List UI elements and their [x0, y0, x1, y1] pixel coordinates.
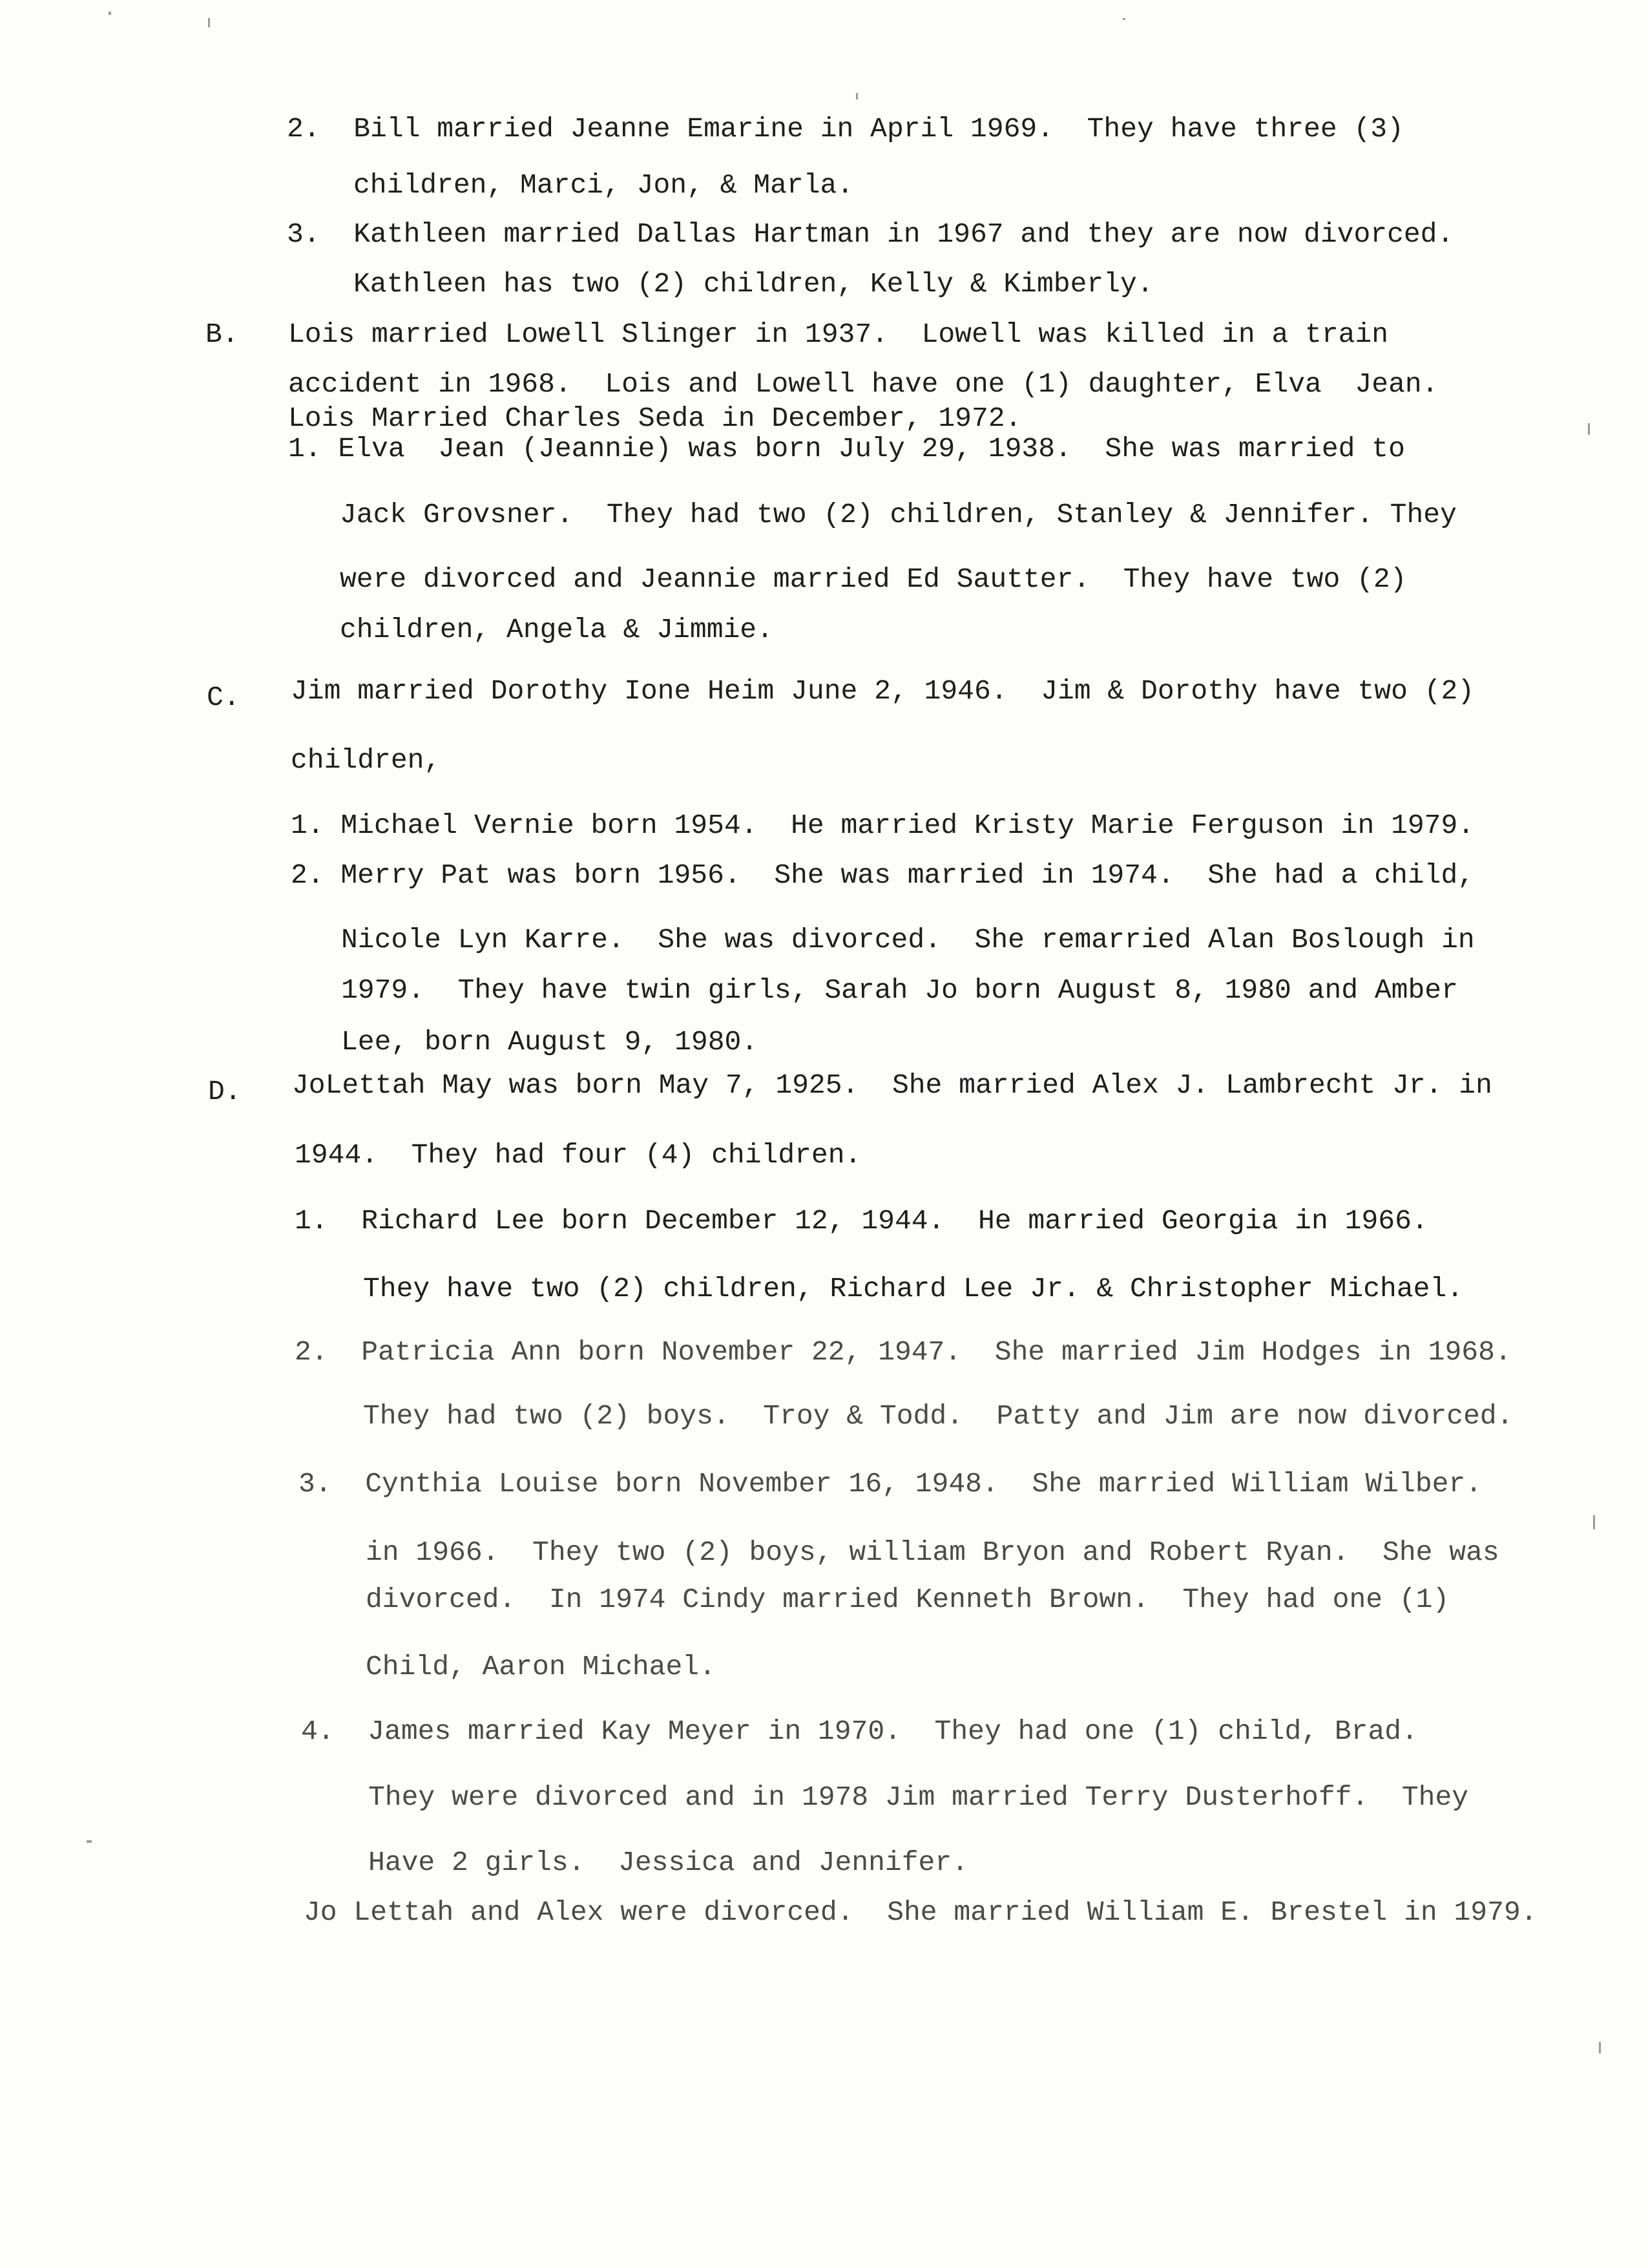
text-line-l22: JoLettah May was born May 7, 1925. She married Alex J. Lambrecht Jr. in: [292, 1069, 1492, 1101]
text-line-l35: Jo Lettah and Alex were divorced. She married William E. Brestel in 1979.: [304, 1896, 1538, 1928]
text-line-l30: divorced. In 1974 Cindy married Kenneth Brown. They had one (1): [366, 1584, 1450, 1615]
scan-speck: [1593, 1515, 1595, 1529]
text-line-l23: 1944. They had four (4) children.: [295, 1139, 862, 1171]
text-line-l20: Lee, born August 9, 1980.: [341, 1026, 758, 1058]
text-line-l05: B.: [205, 319, 239, 350]
text-line-l29: in 1966. They two (2) boys, william Bryon and Robert Ryan. She was: [366, 1537, 1499, 1568]
text-line-l01: 2. Bill married Jeanne Emarine in April 1969. They have three (3): [287, 113, 1404, 145]
text-line-l04: Kathleen has two (2) children, Kelly & Kimberly.: [353, 268, 1154, 300]
text-line-l03: 3. Kathleen married Dallas Hartman in 1967 and they are now divorced.: [287, 218, 1454, 250]
scan-speck: [856, 93, 858, 100]
text-line-l21: D.: [208, 1076, 242, 1108]
scan-speck: [87, 1840, 92, 1843]
text-line-l19: 1979. They have twin girls, Sarah Jo born August 8, 1980 and Amber: [341, 974, 1458, 1006]
text-line-l27: They had two (2) boys. Troy & Todd. Patty and Jim are now divorced.: [363, 1400, 1514, 1432]
text-line-l08: Lois Married Charles Seda in December, 1972.: [288, 403, 1022, 434]
text-line-l16: 1. Michael Vernie born 1954. He married Kristy Marie Ferguson in 1979.: [291, 810, 1475, 841]
text-line-l07: accident in 1968. Lois and Lowell have one (1) daughter, Elva Jean.: [288, 368, 1439, 400]
text-line-l13: C.: [207, 682, 240, 713]
text-line-l10: Jack Grovsner. They had two (2) children, Stanley & Jennifer. They: [340, 499, 1457, 530]
text-line-l09: 1. Elva Jean (Jeannie) was born July 29, 1938. She was married to: [288, 433, 1405, 465]
text-line-l17: 2. Merry Pat was born 1956. She was married in 1974. She had a child,: [291, 859, 1475, 891]
text-line-l02: children, Marci, Jon, & Marla.: [353, 169, 854, 201]
scan-speck: [1123, 18, 1125, 20]
text-line-l31: Child, Aaron Michael.: [366, 1651, 716, 1683]
text-line-l24: 1. Richard Lee born December 12, 1944. He married Georgia in 1966.: [295, 1205, 1428, 1237]
text-line-l11: were divorced and Jeannie married Ed Sautter. They have two (2): [340, 563, 1407, 595]
text-line-l28: 3. Cynthia Louise born November 16, 1948. She married William Wilber.: [298, 1468, 1483, 1500]
text-line-l33: They were divorced and in 1978 Jim married Terry Dusterhoff. They: [368, 1781, 1469, 1813]
scan-speck: [1599, 2042, 1601, 2053]
text-line-l32: 4. James married Kay Meyer in 1970. They had one (1) child, Brad.: [301, 1716, 1418, 1747]
text-line-l26: 2. Patricia Ann born November 22, 1947. She married Jim Hodges in 1968.: [295, 1336, 1512, 1368]
text-line-l14: Jim married Dorothy Ione Heim June 2, 1946. Jim & Dorothy have two (2): [291, 675, 1475, 707]
text-line-l18: Nicole Lyn Karre. She was divorced. She remarried Alan Boslough in: [341, 924, 1475, 956]
text-line-l12: children, Angela & Jimmie.: [340, 614, 773, 646]
scan-speck: [208, 18, 210, 27]
text-line-l06: Lois married Lowell Slinger in 1937. Lowell was killed in a train: [288, 319, 1389, 350]
scan-speck: [1588, 423, 1590, 435]
scan-speck: [109, 12, 111, 15]
text-line-l15: children,: [291, 744, 441, 776]
text-line-l25: They have two (2) children, Richard Lee Jr. & Christopher Michael.: [363, 1273, 1464, 1305]
text-line-l34: Have 2 girls. Jessica and Jennifer.: [368, 1847, 968, 1878]
